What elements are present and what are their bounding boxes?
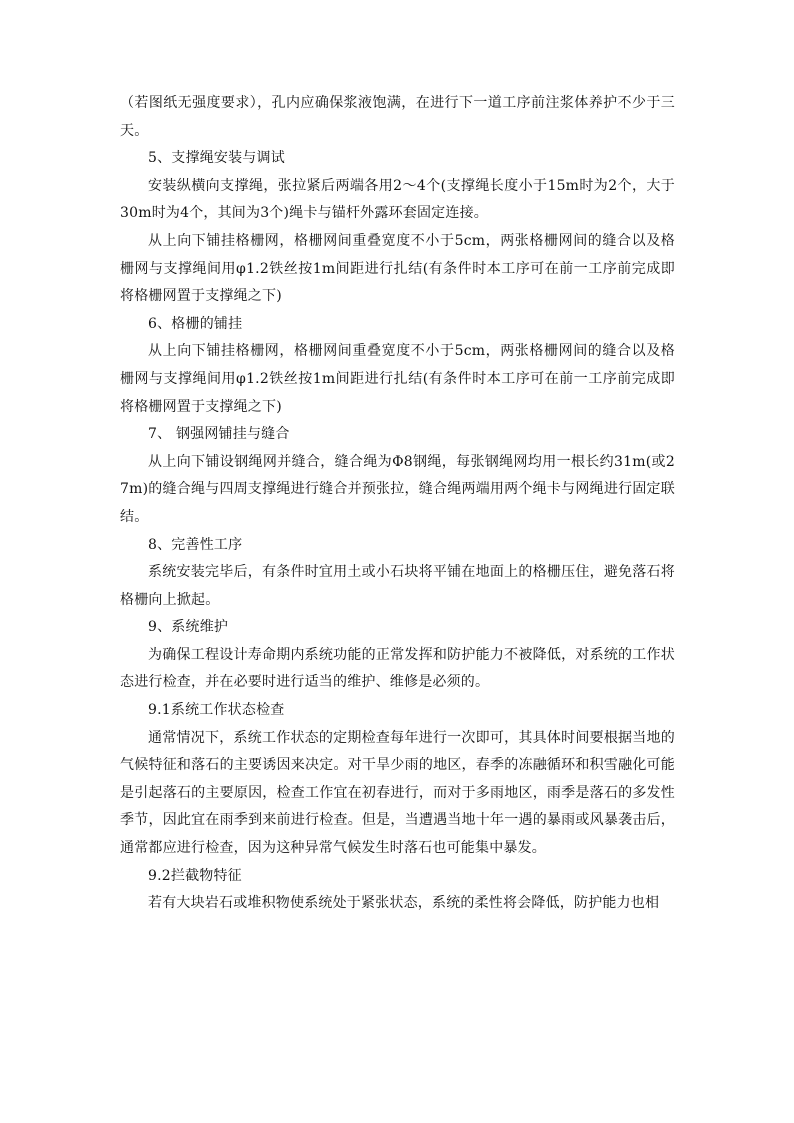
paragraph: 从上向下铺设钢绳网并缝合，缝合绳为Φ8钢绳，每张钢绳网均用一根长约31m(或27m)的缝合绳与四周支撑绳进行缝合并预张拉，缝合绳两端用两个绳卡与网绳进行固定联结。 — [120, 453, 675, 525]
section-heading: 5、支撑绳安装与调试 — [148, 150, 285, 167]
paragraph: 若有大块岩石或堆积物使系统处于紧张状态，系统的柔性将会降低，防护能力也相 — [148, 895, 660, 912]
document-page — [120, 90, 675, 918]
paragraph: 安装纵横向支撑绳，张拉紧后两端各用2～4个(支撑绳长度小于15m时为2个，大于30m时为4个，其间为3个)绳卡与锚杆外露环套固定连接。 — [120, 177, 675, 222]
paragraph: 从上向下铺挂格栅网，格栅网间重叠宽度不小于5cm，两张格栅网间的缝合以及格栅网与支撑绳间用φ1.2铁丝按1m间距进行扎结(有条件时本工序可在前一工序前完成即将格栅网置于支撑绳之下) — [120, 232, 675, 305]
paragraph: （若图纸无强度要求），孔内应确保浆液饱满，在进行下一道工序前注浆体养护不少于三天。 — [120, 95, 675, 139]
section-heading: 8、完善性工序 — [148, 536, 243, 553]
paragraph: 通常情况下，系统工作状态的定期检查每年进行一次即可，其具体时间要根据当地的气候特征和落石的主要诱因来决定。对干旱少雨的地区，春季的冻融循环和积雪融化可能是引起落石的主要原因，检查工作宜在初春进行，而对于多雨地区，雨季是落石的多发性季节，因此宜在雨季到来前进行检查。但是，当遭遇当地十年一遇的暴雨或风暴袭击后，通常都应进行检查，因为这种异常气候发生时落石也可能集中暴发。 — [120, 729, 675, 857]
paragraph: 系统安装完毕后，有条件时宜用土或小石块将平铺在地面上的格栅压住，避免落石将格栅向上掀起。 — [120, 564, 675, 608]
section-heading: 7、 钢强网铺挂与缝合 — [148, 426, 290, 443]
subsection-heading: 9.1系统工作状态检查 — [148, 702, 285, 719]
section-heading: 6、格栅的铺挂 — [148, 315, 243, 332]
paragraph: 为确保工程设计寿命期内系统功能的正常发挥和防护能力不被降低，对系统的工作状态进行检查，并在必要时进行适当的维护、维修是必须的。 — [120, 646, 675, 691]
section-heading: 9、系统维护 — [148, 619, 229, 636]
subsection-heading: 9.2拦截物特征 — [148, 867, 242, 884]
paragraph: 从上向下铺挂格栅网，格栅网间重叠宽度不小于5cm，两张格栅网间的缝合以及格栅网与支撑绳间用φ1.2铁丝按1m间距进行扎结(有条件时本工序可在前一工序前完成即将格栅网置于支撑绳之下) — [120, 343, 675, 415]
